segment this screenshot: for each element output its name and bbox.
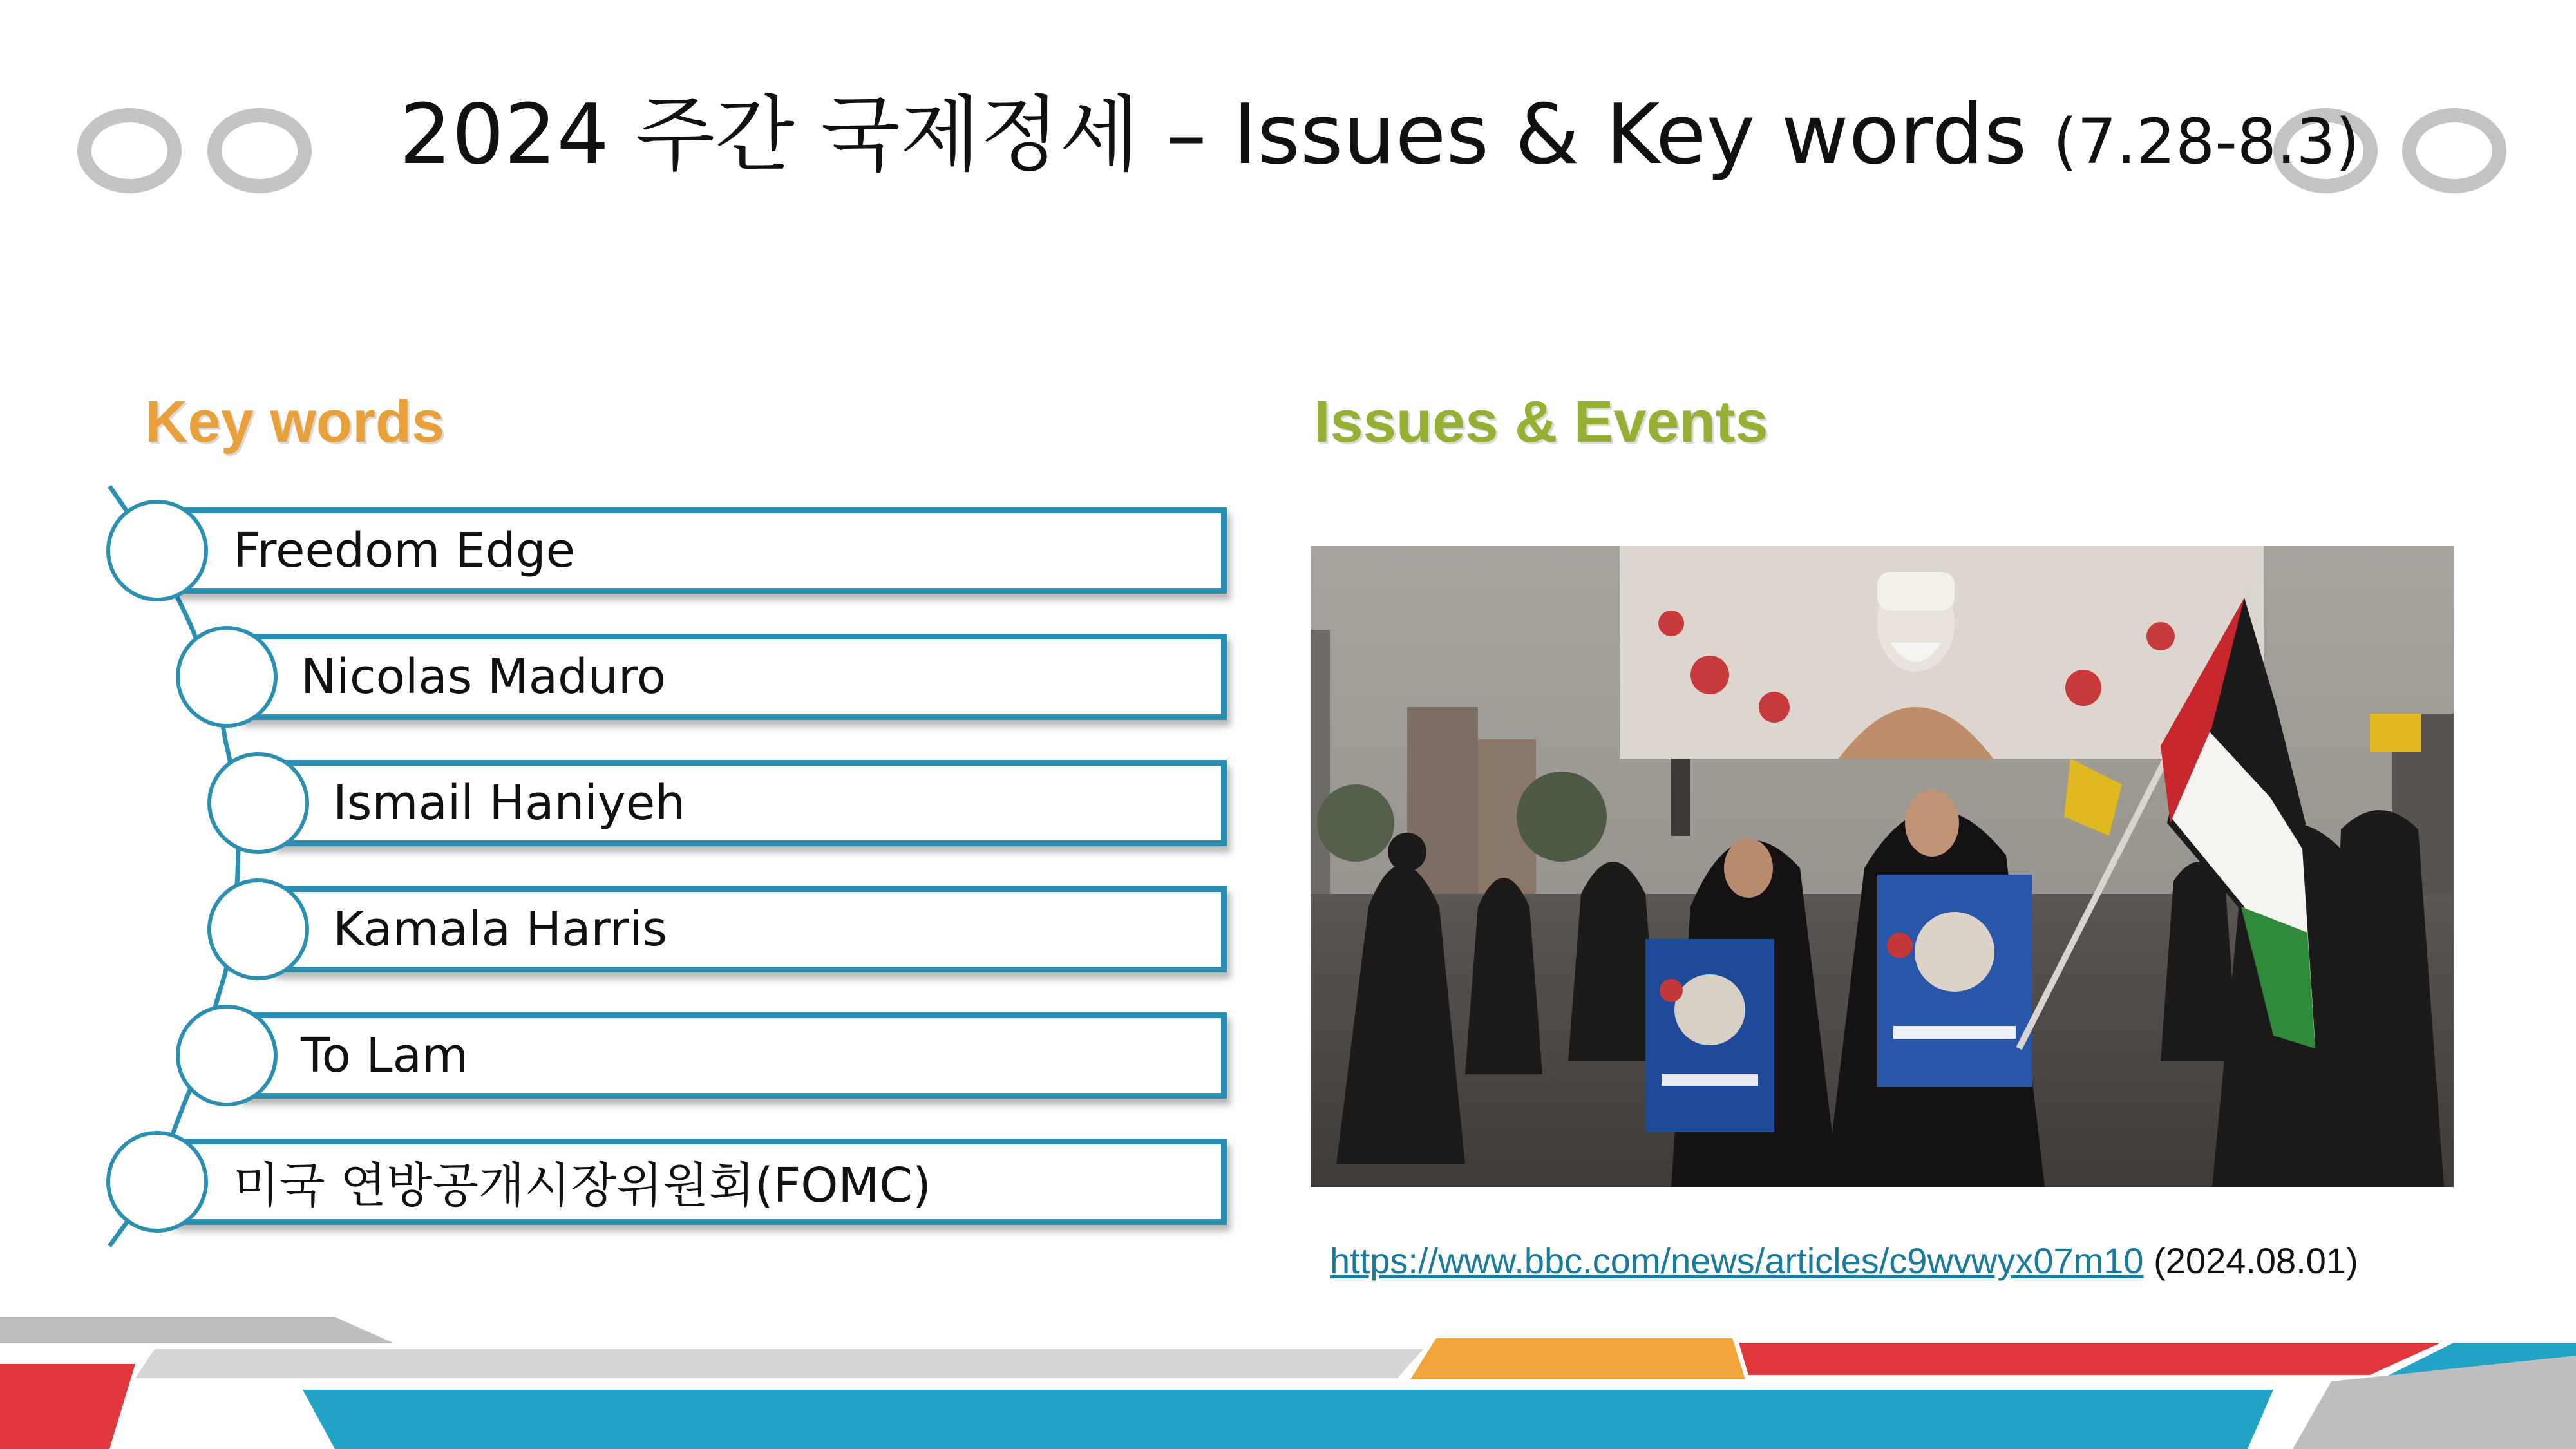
slide-title-main: 2024 주간 국제정세 – Issues & Key words: [399, 87, 2054, 183]
issues-heading: Issues & Events: [1314, 389, 1768, 455]
source-line: [1330, 1240, 2358, 1282]
keywords-heading: Key words: [145, 389, 445, 455]
list-item-label: Freedom Edge: [233, 523, 576, 578]
list-bullet-circle: [176, 626, 278, 728]
list-item: [270, 886, 1227, 972]
list-item: [171, 507, 1227, 594]
list-item-label: Ismail Haniyeh: [333, 775, 686, 831]
ring-decoration-icon: [77, 108, 182, 193]
slide-title: [399, 71, 2360, 200]
list-item: [238, 1012, 1227, 1099]
list-item-label: 미국 연방공개시장위원회(FOMC): [233, 1158, 931, 1213]
slide-title-dates: (7.28-8.3): [2053, 106, 2360, 178]
list-item: [238, 634, 1227, 720]
list-item-label: To Lam: [301, 1028, 469, 1083]
list-item-label: Kamala Harris: [333, 902, 668, 957]
source-date: (2024.08.01): [2154, 1240, 2358, 1281]
news-photo: [1311, 546, 2454, 1187]
list-bullet-circle: [176, 1005, 278, 1106]
list-item-label: Nicolas Maduro: [301, 649, 666, 705]
ring-decoration-icon: [2402, 108, 2506, 193]
list-item: [270, 760, 1227, 846]
list-bullet-circle: [207, 878, 309, 980]
list-bullet-circle: [106, 500, 208, 601]
list-item: [171, 1139, 1227, 1225]
ring-decoration-icon: [207, 108, 312, 193]
list-bullet-circle: [106, 1131, 208, 1233]
source-link[interactable]: https://www.bbc.com/news/articles/c9wvwyx07m10: [1330, 1240, 2144, 1281]
list-bullet-circle: [207, 752, 309, 854]
